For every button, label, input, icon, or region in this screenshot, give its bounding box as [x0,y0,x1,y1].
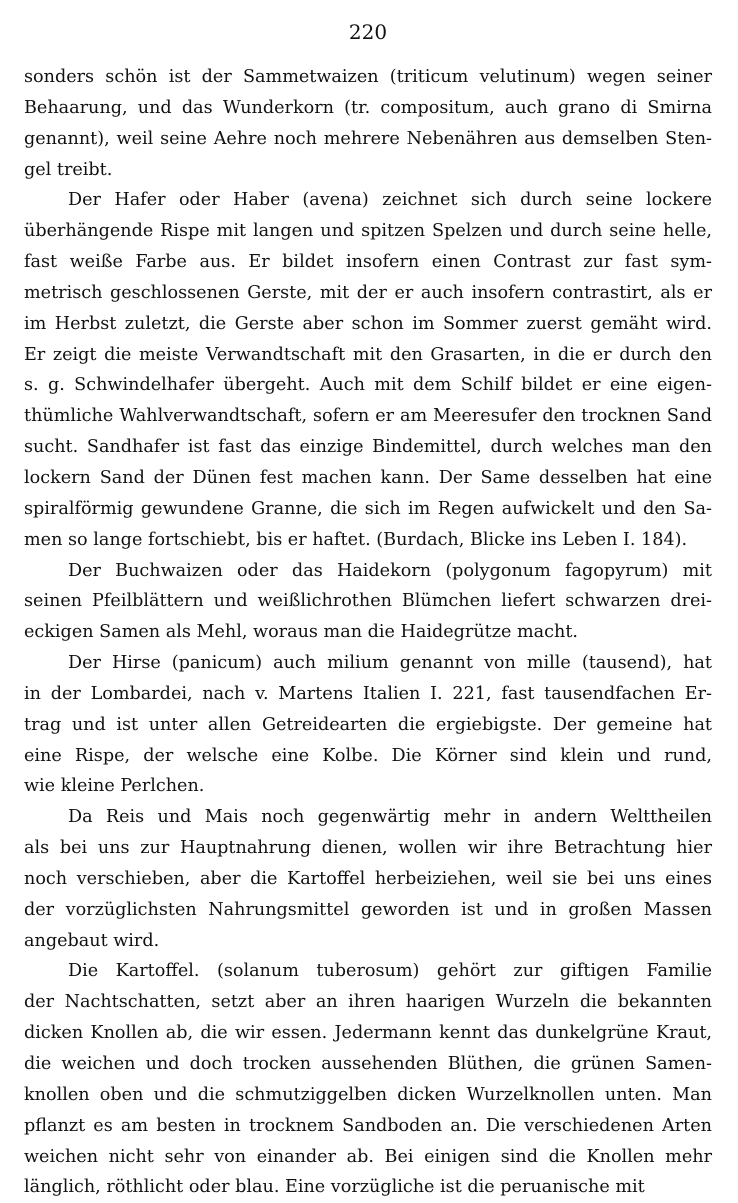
text-line: sonders schön ist der Sammetwaizen (triticum velutinum) wegen seiner [24,67,712,87]
paragraph [24,185,712,555]
text-line: angebaut wird. [24,930,160,951]
text-line: trag und ist unter allen Getreidearten die ergiebigste. Der gemeine hat [24,714,712,735]
text-line: genannt), weil seine Aehre noch mehrere Nebenähren aus demselben Sten- [24,128,712,149]
text-line: Der Hafer oder Haber (avena) zeichnet sich durch seine lockere [68,190,712,211]
text-line: sucht. Sandhafer ist fast das einzige Bindemittel, durch welches man den [24,437,712,458]
paragraph [24,556,712,649]
text-line: dicken Knollen ab, die wir essen. Jedermann kennt das dunkelgrüne Kraut, [24,1023,712,1044]
text-line: weichen nicht sehr von einander ab. Bei einigen sind die Knollen mehr [24,1146,712,1167]
paragraph [24,802,712,956]
text-line: länglich, röthlicht oder blau. Eine vorzügliche ist die peruanische mit [24,1177,645,1198]
text-line: in der Lombardei, nach v. Martens Italien I. 221, fast tausendfachen Er- [24,683,712,704]
text-line: Der Hirse (panicum) auch milium genannt von mille (tausend), hat [68,653,712,674]
text-line: knollen oben und die schmutziggelben dicken Wurzelknollen unten. Man [24,1084,712,1105]
text-line: lockern Sand der Dünen fest machen kann. Der Same desselben hat eine [24,467,712,488]
text-line: Behaarung, und das Wunderkorn (tr. compositum, auch grano di Smirna [24,97,712,118]
text-line: metrisch geschlossenen Gerste, mit der er auch insofern contrastirt, als er [24,282,712,303]
text-line: der vorzüglichsten Nahrungsmittel geworden ist und in großen Massen [24,899,712,920]
text-line: s. g. Schwindelhafer übergeht. Auch mit dem Schilf bildet er eine eigen- [24,375,712,396]
text-line: fast weiße Farbe aus. Er bildet insofern einen Contrast zur fast sym- [24,252,712,273]
text-body [24,62,712,1203]
text-line: im Herbst zuletzt, die Gerste aber schon im Sommer zuerst gemäht wird. [24,313,712,334]
text-line: eckigen Samen als Mehl, woraus man die Haidegrütze macht. [24,622,579,643]
text-line: Er zeigt die meiste Verwandtschaft mit den Grasarten, in die er durch den [24,344,712,365]
text-line: Die Kartoffel. (solanum tuberosum) gehört zur giftigen Familie [68,961,712,982]
text-line: spiralförmig gewundene Granne, die sich im Regen aufwickelt und den Sa- [24,498,712,519]
paragraph [24,648,712,802]
text-line: Da Reis und Mais noch gegenwärtig mehr in andern Welttheilen [68,807,712,828]
text-line: die weichen und doch trocken aussehenden Blüthen, die grünen Samen- [24,1054,712,1074]
text-line: Der Buchwaizen oder das Haidekorn (polygonum fagopyrum) mit [68,560,712,581]
text-line: gel treibt. [24,159,113,180]
text-line: men so lange fortschiebt, bis er haftet. (Burdach, Blicke ins Leben I. 184). [24,529,688,550]
text-line: als bei uns zur Hauptnahrung dienen, wollen wir ihre Betrachtung hier [24,838,712,859]
text-line: thümliche Wahlverwandtschaft, sofern er am Meeresufer den trocknen Sand [24,406,712,427]
text-line: noch verschieben, aber die Kartoffel herbeiziehen, weil sie bei uns eines [24,868,712,889]
text-line: seinen Pfeilblättern und weißlichrothen Blümchen liefert schwarzen drei- [24,591,712,612]
text-line: überhängende Rispe mit langen und spitzen Spelzen und durch seine helle, [24,221,712,242]
paragraph [24,956,712,1203]
text-line: pflanzt es am besten in trocknem Sandboden an. Die verschiedenen Arten [24,1115,712,1136]
page-number: 220 [348,20,388,44]
text-line: eine Rispe, der welsche eine Kolbe. Die Körner sind klein und rund, [24,745,712,766]
paragraph [24,62,712,185]
text-line: wie kleine Perlchen. [24,776,205,797]
text-line: der Nachtschatten, setzt aber an ihren haarigen Wurzeln die bekannten [24,992,712,1013]
